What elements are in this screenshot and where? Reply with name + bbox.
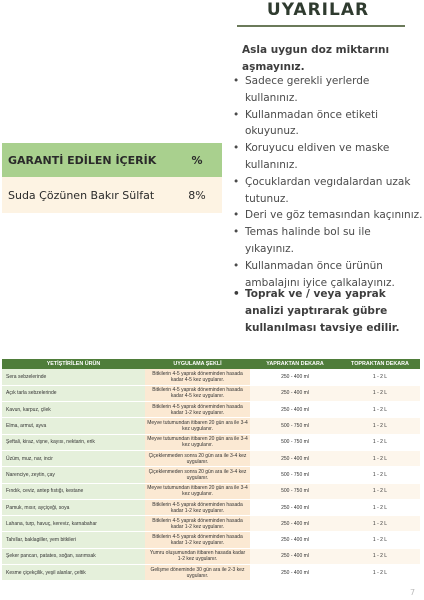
table-row	[2, 565, 420, 581]
table-row	[2, 434, 420, 450]
crop-cell: Şeftali, kiraz, vişne, kayısı, nektarin, erik	[2, 434, 145, 450]
soil-dose-cell: 1 - 2 L	[340, 418, 420, 434]
table-row	[2, 516, 420, 532]
method-cell: Bitkilerin 4-5 yaprak döneminden hasada kadar 4-5 kez uygulanır.	[145, 369, 250, 385]
method-cell: Bitkilerin 4-5 yaprak döneminden hasada kadar 1-2 kez uygulanır.	[145, 516, 250, 532]
soil-dose-cell: 1 - 2 L	[340, 516, 420, 532]
foliar-dose-cell: 250 - 400 ml	[250, 450, 340, 466]
table-row	[2, 499, 420, 515]
title-underline	[237, 25, 405, 27]
foliar-dose-cell: 250 - 400 ml	[250, 385, 340, 401]
foliar-dose-cell: 500 - 750 ml	[250, 483, 340, 499]
page-number: 7	[410, 588, 416, 597]
crop-cell: Kavun, karpuz, çilek	[2, 402, 145, 418]
method-cell: Bitkilerin 4-5 yaprak döneminden hasada kadar 1-2 kez uygulanır.	[145, 402, 250, 418]
warning-item: • Deri ve göz temasından kaçınınız.	[233, 207, 423, 224]
soil-dose-cell: 1 - 2 L	[340, 467, 420, 483]
foliar-dose-cell: 500 - 750 ml	[250, 418, 340, 434]
foliar-dose-cell: 250 - 400 ml	[250, 499, 340, 515]
soil-dose-cell: 1 - 2 L	[340, 369, 420, 385]
crop-cell: Açık tarla sebzelerinde	[2, 385, 145, 401]
crop-cell: Pamuk, mısır, ayçiçeği, soya	[2, 499, 145, 515]
warnings-title: UYARILAR	[266, 0, 370, 20]
header-crop: YETİŞTİRİLEN ÜRÜN	[2, 359, 145, 369]
soil-dose-cell: 1 - 2 L	[340, 483, 420, 499]
soil-dose-cell: 1 - 2 L	[340, 548, 420, 564]
warning-item: • Koruyucu eldiven ve maske kullanınız.	[233, 140, 423, 174]
foliar-dose-cell: 250 - 400 ml	[250, 548, 340, 564]
guaranteed-content-table	[2, 143, 222, 213]
analysis-note: • Toprak ve / veya yaprak analizi yaptırarak gübre kullanılması tavsiye edilir.	[233, 286, 423, 337]
table-row	[2, 369, 420, 385]
table-row	[2, 450, 420, 466]
warnings-heading: Asla uygun doz miktarını aşmayınız.	[242, 44, 390, 73]
soil-dose-cell: 1 - 2 L	[340, 532, 420, 548]
table-row	[2, 548, 420, 564]
method-cell: Yumru oluşumundan itibaren hasada kadar 1-2 kez uygulanır.	[145, 548, 250, 564]
crop-cell: Tahıllar, baklagiller, yem bitkileri	[2, 532, 145, 548]
crop-cell: Lahana, turp, havuç, kereviz, karnabahar	[2, 516, 145, 532]
method-cell: Meyve tutumundan itibaren 20 gün ara ile 3-4 kez uygulanır.	[145, 418, 250, 434]
crop-cell: Sera sebzelerinde	[2, 369, 145, 385]
guarantee-header-percent: %	[172, 143, 222, 177]
crop-cell: Üzüm, muz, nar, incir	[2, 450, 145, 466]
header-soil: TOPRAKTAN DEKARA	[340, 359, 420, 369]
header-method: UYGULAMA ŞEKLİ	[145, 359, 250, 369]
foliar-dose-cell: 250 - 400 ml	[250, 532, 340, 548]
warning-item: • Sadece gerekli yerlerde kullanınız.	[233, 73, 423, 107]
soil-dose-cell: 1 - 2 L	[340, 385, 420, 401]
warnings-list	[233, 73, 423, 291]
crop-cell: Narenciye, zeytin, çay	[2, 467, 145, 483]
crop-cell: Şeker pancarı, patates, soğan, sarımsak	[2, 548, 145, 564]
guarantee-content: Suda Çözünen Bakır Sülfat	[2, 177, 172, 213]
table-row	[2, 467, 420, 483]
table-row	[2, 418, 420, 434]
application-table-body	[2, 369, 420, 581]
warning-item: • Temas halinde bol su ile yıkayınız.	[233, 224, 423, 258]
soil-dose-cell: 1 - 2 L	[340, 402, 420, 418]
foliar-dose-cell: 250 - 400 ml	[250, 516, 340, 532]
method-cell: Gelişme döneminde 30 gün ara ile 2-3 kez uygulanır.	[145, 565, 250, 581]
table-row	[2, 385, 420, 401]
guarantee-header-content: GARANTİ EDİLEN İÇERİK	[2, 143, 172, 177]
method-cell: Bitkilerin 4-5 yaprak döneminden hasada kadar 1-2 kez uygulanır.	[145, 532, 250, 548]
guarantee-percent: 8%	[172, 177, 222, 213]
soil-dose-cell: 1 - 2 L	[340, 565, 420, 581]
warning-item: • Kullanmadan önce etiketi okuyunuz.	[233, 107, 423, 141]
method-cell: Meyve tutumundan itibaren 20 gün ara ile 3-4 kez uygulanır.	[145, 483, 250, 499]
soil-dose-cell: 1 - 2 L	[340, 434, 420, 450]
method-cell: Bitkilerin 4-5 yaprak döneminden hasada kadar 1-2 kez uygulanır.	[145, 499, 250, 515]
method-cell: Çiçeklenmeden sonra 20 gün ara ile 3-4 kez uygulanır.	[145, 467, 250, 483]
soil-dose-cell: 1 - 2 L	[340, 450, 420, 466]
header-foliar: YAPRAKTAN DEKARA	[250, 359, 340, 369]
soil-dose-cell: 1 - 2 L	[340, 499, 420, 515]
method-cell: Çiçeklenmeden sonra 20 gün ara ile 3-4 kez uygulanır.	[145, 450, 250, 466]
table-row	[2, 402, 420, 418]
foliar-dose-cell: 500 - 750 ml	[250, 467, 340, 483]
table-row	[2, 483, 420, 499]
foliar-dose-cell: 250 - 400 ml	[250, 402, 340, 418]
method-cell: Bitkilerin 4-5 yaprak döneminden hasada kadar 4-5 kez uygulanır.	[145, 385, 250, 401]
crop-cell: Fındık, ceviz, antep fıstığı, kestane	[2, 483, 145, 499]
crop-cell: Kesme çiçekçilik, yeşil alanlar, çeltik	[2, 565, 145, 581]
application-table	[2, 359, 420, 581]
warning-item: • Kullanmadan önce ürünün ambalajını iyice çalkalayınız.	[233, 258, 423, 292]
foliar-dose-cell: 250 - 400 ml	[250, 565, 340, 581]
warning-item: • Çocuklardan vegıdalardan uzak tutunuz.	[233, 174, 423, 208]
table-row	[2, 532, 420, 548]
method-cell: Meyve tutumundan itibaren 20 gün ara ile 3-4 kez uygulanır.	[145, 434, 250, 450]
foliar-dose-cell: 500 - 750 ml	[250, 434, 340, 450]
foliar-dose-cell: 250 - 400 ml	[250, 369, 340, 385]
crop-cell: Elma, armut, ayva	[2, 418, 145, 434]
